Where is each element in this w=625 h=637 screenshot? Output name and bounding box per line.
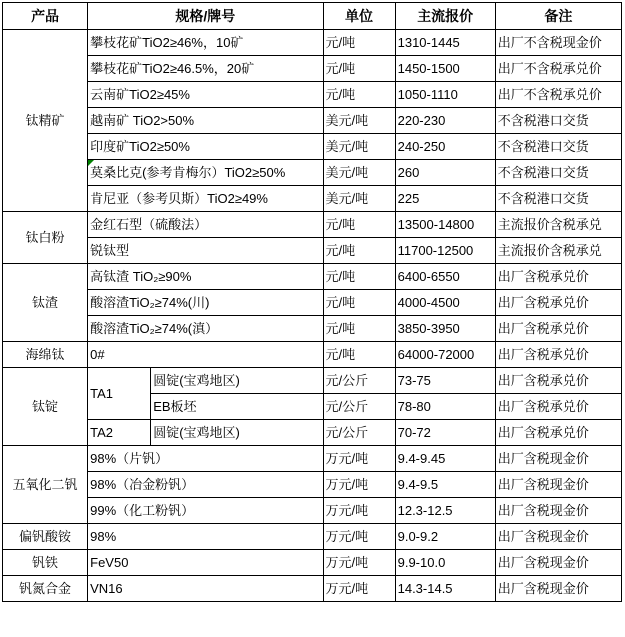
note-cell: 出厂含税承兑价 xyxy=(495,316,621,342)
unit-cell: 美元/吨 xyxy=(323,160,395,186)
price-cell: 12.3-12.5 xyxy=(395,498,495,524)
unit-cell: 元/吨 xyxy=(323,56,395,82)
note-cell: 出厂不含税承兑价 xyxy=(495,56,621,82)
note-cell: 出厂含税现金价 xyxy=(495,524,621,550)
spec-cell: 圆锭(宝鸡地区) xyxy=(151,420,323,446)
spec-cell: 圆锭(宝鸡地区) xyxy=(151,368,323,394)
price-cell: 9.4-9.45 xyxy=(395,446,495,472)
table-row xyxy=(3,82,622,108)
table-row xyxy=(3,108,622,134)
unit-cell: 美元/吨 xyxy=(323,108,395,134)
note-cell: 出厂含税承兑价 xyxy=(495,342,621,368)
unit-cell: 万元/吨 xyxy=(323,472,395,498)
spec-cell: 云南矿TiO2≥45% xyxy=(88,82,323,108)
unit-cell: 元/吨 xyxy=(323,342,395,368)
price-cell: 64000-72000 xyxy=(395,342,495,368)
table-row xyxy=(3,368,622,394)
spec-cell: 98%（冶金粉钒） xyxy=(88,472,323,498)
unit-cell: 万元/吨 xyxy=(323,576,395,602)
table-row xyxy=(3,576,622,602)
table-row xyxy=(3,212,622,238)
note-cell: 出厂含税承兑价 xyxy=(495,394,621,420)
note-cell: 不含税港口交货 xyxy=(495,108,621,134)
product-cell: 钒铁 xyxy=(3,550,88,576)
note-cell: 出厂含税现金价 xyxy=(495,498,621,524)
spec-cell: 攀枝花矿TiO2≥46.5%，20矿 xyxy=(88,56,323,82)
price-cell: 225 xyxy=(395,186,495,212)
unit-cell: 万元/吨 xyxy=(323,446,395,472)
note-cell: 出厂不含税现金价 xyxy=(495,30,621,56)
grade-cell: TA1 xyxy=(88,368,151,420)
price-cell: 3850-3950 xyxy=(395,316,495,342)
table-row xyxy=(3,550,622,576)
price-cell: 11700-12500 xyxy=(395,238,495,264)
spec-cell: 金红石型（硫酸法） xyxy=(88,212,323,238)
note-cell: 不含税港口交货 xyxy=(495,134,621,160)
product-cell: 海绵钛 xyxy=(3,342,88,368)
note-cell: 出厂不含税承兑价 xyxy=(495,82,621,108)
spec-cell: EB板坯 xyxy=(151,394,323,420)
spec-cell: 肯尼亚（参考贝斯）TiO2≥49% xyxy=(88,186,323,212)
product-cell: 偏钒酸铵 xyxy=(3,524,88,550)
table-row xyxy=(3,420,622,446)
table-row xyxy=(3,160,622,186)
unit-cell: 元/吨 xyxy=(323,82,395,108)
table-row xyxy=(3,342,622,368)
spec-cell: 越南矿 TiO2>50% xyxy=(88,108,323,134)
note-cell: 不含税港口交货 xyxy=(495,186,621,212)
note-cell: 出厂含税承兑价 xyxy=(495,368,621,394)
spec-cell: 酸溶渣TiO₂≥74%(滇） xyxy=(88,316,323,342)
price-cell: 220-230 xyxy=(395,108,495,134)
unit-cell: 元/公斤 xyxy=(323,394,395,420)
spec-text: 莫桑比克(参考肯梅尔）TiO2≥50% xyxy=(90,165,286,180)
unit-cell: 元/吨 xyxy=(323,290,395,316)
header-price: 主流报价 xyxy=(395,3,495,30)
product-cell: 钛精矿 xyxy=(3,30,88,212)
note-cell: 出厂含税承兑价 xyxy=(495,290,621,316)
header-spec: 规格/牌号 xyxy=(88,3,323,30)
table-row xyxy=(3,30,622,56)
spec-cell: VN16 xyxy=(88,576,323,602)
table-row xyxy=(3,238,622,264)
price-cell: 14.3-14.5 xyxy=(395,576,495,602)
price-cell: 6400-6550 xyxy=(395,264,495,290)
note-cell: 出厂含税现金价 xyxy=(495,550,621,576)
price-cell: 1310-1445 xyxy=(395,30,495,56)
table-row xyxy=(3,186,622,212)
header-unit: 单位 xyxy=(323,3,395,30)
note-cell: 不含税港口交货 xyxy=(495,160,621,186)
table-row xyxy=(3,56,622,82)
product-cell: 钒氮合金 xyxy=(3,576,88,602)
spec-cell: 锐钛型 xyxy=(88,238,323,264)
header-product: 产品 xyxy=(3,3,88,30)
spec-cell: 98% xyxy=(88,524,323,550)
price-cell: 240-250 xyxy=(395,134,495,160)
spec-cell: 高钛渣 TiO₂≥90% xyxy=(88,264,323,290)
unit-cell: 美元/吨 xyxy=(323,134,395,160)
note-cell: 主流报价含税承兑 xyxy=(495,212,621,238)
product-cell: 钛白粉 xyxy=(3,212,88,264)
price-cell: 9.9-10.0 xyxy=(395,550,495,576)
product-cell: 钛锭 xyxy=(3,368,88,446)
unit-cell: 元/公斤 xyxy=(323,420,395,446)
unit-cell: 元/吨 xyxy=(323,30,395,56)
note-cell: 出厂含税现金价 xyxy=(495,446,621,472)
spec-cell: 0# xyxy=(88,342,323,368)
table-row xyxy=(3,446,622,472)
table-row xyxy=(3,524,622,550)
unit-cell: 万元/吨 xyxy=(323,498,395,524)
header-row xyxy=(3,3,622,30)
note-cell: 出厂含税现金价 xyxy=(495,472,621,498)
spec-cell: FeV50 xyxy=(88,550,323,576)
error-flag-triangle-icon xyxy=(88,160,94,166)
price-cell: 78-80 xyxy=(395,394,495,420)
table-row xyxy=(3,472,622,498)
price-cell: 70-72 xyxy=(395,420,495,446)
price-cell: 1450-1500 xyxy=(395,56,495,82)
price-cell: 73-75 xyxy=(395,368,495,394)
price-cell: 1050-1110 xyxy=(395,82,495,108)
unit-cell: 元/吨 xyxy=(323,238,395,264)
unit-cell: 元/吨 xyxy=(323,212,395,238)
note-cell: 出厂含税承兑价 xyxy=(495,420,621,446)
table-row xyxy=(3,264,622,290)
spec-cell: 攀枝花矿TiO2≥46%，10矿 xyxy=(88,30,323,56)
table-row xyxy=(3,134,622,160)
spec-cell: 印度矿TiO2≥50% xyxy=(88,134,323,160)
table-row xyxy=(3,316,622,342)
spec-cell: 酸溶渣TiO₂≥74%(川) xyxy=(88,290,323,316)
price-cell: 9.0-9.2 xyxy=(395,524,495,550)
unit-cell: 万元/吨 xyxy=(323,524,395,550)
price-cell: 13500-14800 xyxy=(395,212,495,238)
note-cell: 出厂含税现金价 xyxy=(495,576,621,602)
commodity-price-table xyxy=(2,2,622,602)
unit-cell: 万元/吨 xyxy=(323,550,395,576)
unit-cell: 元/吨 xyxy=(323,264,395,290)
spec-cell xyxy=(88,160,323,186)
note-cell: 出厂含税承兑价 xyxy=(495,264,621,290)
spec-cell: 99%（化工粉钒） xyxy=(88,498,323,524)
unit-cell: 元/吨 xyxy=(323,316,395,342)
table-row xyxy=(3,290,622,316)
product-cell: 钛渣 xyxy=(3,264,88,342)
header-note: 备注 xyxy=(495,3,621,30)
price-cell: 4000-4500 xyxy=(395,290,495,316)
price-cell: 9.4-9.5 xyxy=(395,472,495,498)
price-cell: 260 xyxy=(395,160,495,186)
grade-cell: TA2 xyxy=(88,420,151,446)
note-cell: 主流报价含税承兑 xyxy=(495,238,621,264)
unit-cell: 美元/吨 xyxy=(323,186,395,212)
unit-cell: 元/公斤 xyxy=(323,368,395,394)
product-cell: 五氧化二钒 xyxy=(3,446,88,524)
table-row xyxy=(3,498,622,524)
spec-cell: 98%（片钒） xyxy=(88,446,323,472)
